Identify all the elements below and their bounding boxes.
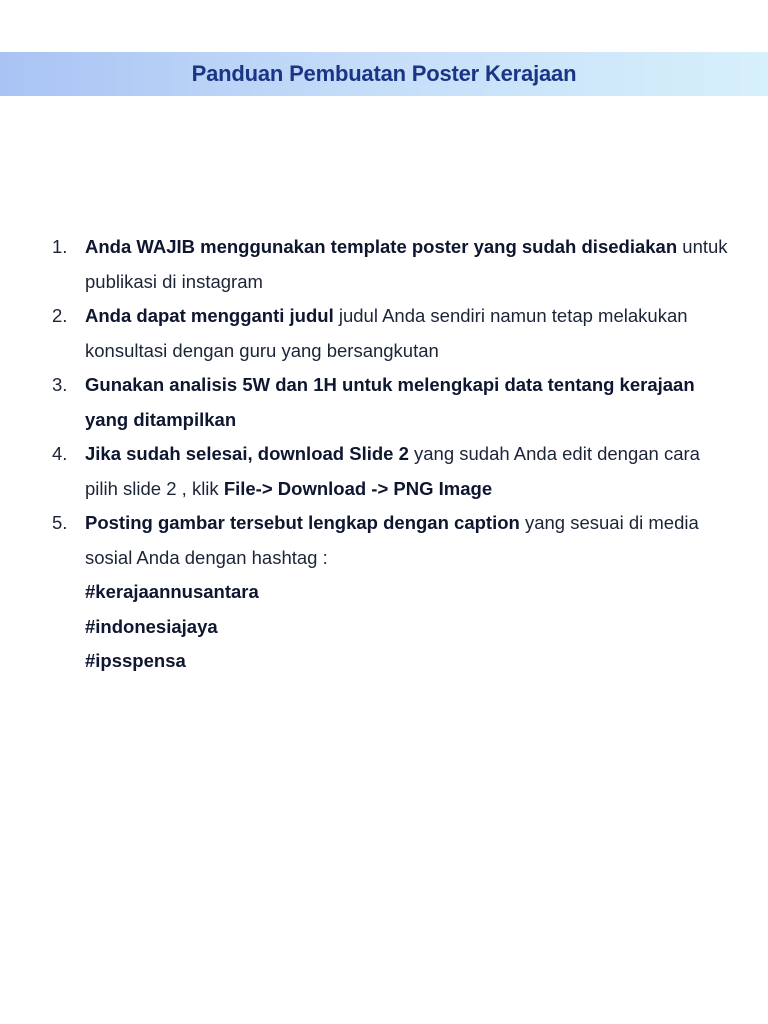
page-title: Panduan Pembuatan Poster Kerajaan bbox=[191, 61, 577, 86]
instruction-list bbox=[52, 230, 732, 679]
bold-text: Anda WAJIB menggunakan template poster yang sudah disediakan bbox=[85, 236, 678, 257]
bold-text: Anda dapat mengganti judul bbox=[85, 305, 334, 326]
list-item bbox=[52, 230, 732, 299]
list-item-text bbox=[85, 368, 732, 437]
bold-text: Gunakan analisis 5W dan 1H untuk melengkapi data tentang kerajaan yang ditampilkan bbox=[85, 374, 695, 430]
list-item-text bbox=[85, 506, 732, 679]
list-item-text bbox=[85, 230, 732, 299]
bold-text: Posting gambar tersebut lengkap dengan caption bbox=[85, 512, 520, 533]
list-item bbox=[52, 368, 732, 437]
regular-text: untuk publikasi di instagram bbox=[85, 236, 728, 292]
regular-text: yang sesuai di media sosial Anda dengan hashtag : bbox=[85, 512, 699, 568]
list-item bbox=[52, 299, 732, 368]
hashtag: #ipsspensa bbox=[85, 650, 186, 671]
list-item-number: 5. bbox=[52, 512, 68, 533]
list-item bbox=[52, 437, 732, 506]
bold-text: Jika sudah selesai, download Slide 2 bbox=[85, 443, 409, 464]
list-item-text bbox=[85, 437, 732, 506]
hashtag-list bbox=[85, 575, 732, 679]
bold-text: File-> Download -> PNG Image bbox=[223, 477, 493, 499]
list-item-number: 4. bbox=[52, 443, 68, 464]
title-banner bbox=[0, 52, 768, 96]
regular-text: judul Anda sendiri namun tetap melakukan konsultasi dengan guru yang bersangkutan bbox=[85, 305, 688, 361]
list-item-number: 1. bbox=[52, 236, 68, 257]
hashtag: #indonesiajaya bbox=[85, 615, 218, 637]
hashtag: #kerajaannusantara bbox=[85, 581, 259, 602]
list-item-number: 3. bbox=[52, 374, 68, 395]
list-item-text bbox=[85, 299, 732, 368]
list-item bbox=[52, 506, 732, 679]
list-item-number: 2. bbox=[52, 305, 68, 326]
regular-text: yang sudah Anda edit dengan cara pilih slide 2 , klik bbox=[85, 443, 700, 499]
